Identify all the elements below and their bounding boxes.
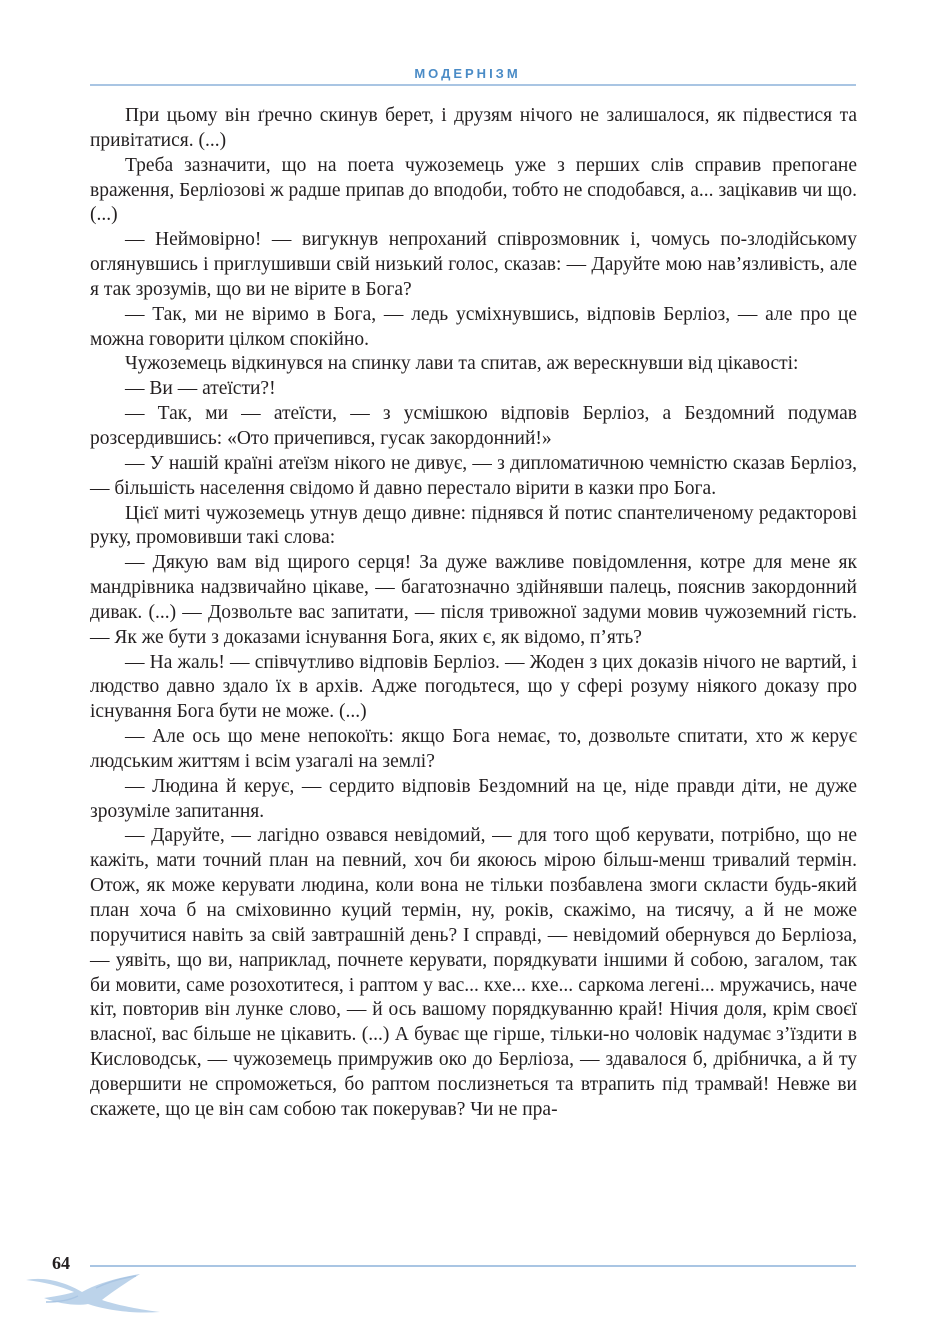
page-number: 64 [52, 1253, 70, 1273]
paragraph: — Так, ми не віримо в Бога, — ледь усміхнувшись, відповів Берліоз, — але про це можна говорити цілком спокійно. [90, 303, 857, 350]
paragraph: — Але ось що мене непокоїть: якщо Бога немає, то, дозвольте спитати, хто ж керує людським життям і всім узагалі на землі? [90, 726, 857, 772]
section-title: МОДЕРНІЗМ [414, 66, 521, 81]
paragraph: — У нашій країні атеїзм нікого не дивує, — з дипломатичною чемністю сказав Берліоз, — більшість населення свідомо й давно перестало вірити в казки про Бога. [90, 452, 857, 499]
footer-divider [90, 1265, 856, 1267]
paragraph: Чужоземець відкинувся на спинку лави та спитав, аж верескнувши від цікавості: [125, 353, 799, 375]
paragraph: Треба зазначити, що на поета чужоземець уже з перших слів справив препогане враження, Берліозові ж радше припав до вподоби, тобто не сподобався, а... зацікавив чи що. (...) [90, 154, 857, 226]
body-text [90, 104, 857, 1123]
paragraph: — Ви — атеїсти?! [125, 378, 276, 400]
paragraph: При цьому він ґречно скинув берет, і друзям нічого не залишалося, як підвестися та привітатися. (...) [90, 105, 857, 151]
paragraph: — Дякую вам від щирого серця! За дуже важливе повідомлення, котре для мене як мандрівника надзвичайно цікаве, — багатозначно здійнявши палець, пояснив закордонний дивак. (...) — Дозвольте вас запитати, — після тривожної задуми мовив чужоземний гість. — Як же бути з доказами існування Бога, яких є, як відомо, п’ять? [90, 552, 857, 648]
paragraph: — Людина й керує, — сердито відповів Бездомний на це, ніде правди діти, не дуже зрозуміле запитання. [90, 775, 857, 822]
paragraph: — Неймовірно! — вигукнув непроханий співрозмовник і, чомусь по-злодійському оглянувшись і приглушивши свій низький голос, сказав: — Даруйте мою нав’язливість, але я так зрозумів, що ви не вірите в Бога? [90, 229, 857, 300]
crane-bird-icon [18, 1258, 168, 1316]
paragraph: Цієї миті чужоземець утнув дещо дивне: піднявся й потис спантеличеному редакторові руку, промовивши такі слова: [90, 502, 857, 549]
paragraph: — Даруйте, — лагідно озвався невідомий, — для того щоб керувати, потрібно, що не кажіть, мати точний план на певний, хоч би якоюсь мірою більш-менш тривалий термін. Отож, як може керувати людина, коли вона не тільки позбавлена змоги скласти будь-який план хоча б на сміховинно куций термін, ну, років, скажімо, на тисячу, а й не може поручитися навіть за свій завтрашній день? І справді, — невідомий обернувся до Берліоза, — уявіть, що ви, наприклад, почнете керувати, порядкувати іншими й собою, загалом, так би мовити, саме розохотитеся, і раптом у вас... кхе... кхе... саркома легені... мружачись, наче кіт, повторив він лунке слово, — й ось вашому порядкуванню край! Нічия доля, крім своєї власної, вас більше не цікавить. (...) А буває ще гірше, тільки-но чоловік надумає з’їздити в Кисловодськ, — чужоземець примружив око до Берліоза, — здавалося б, дрібничка, а й ту довершити не спроможеться, бо раптом послизнеться та втрапить під трамвай! Невже ви скажете, що це він сам собою так покерував? Чи не пра- [90, 825, 857, 1120]
header-divider [90, 84, 856, 86]
paragraph: — Так, ми — атеїсти, — з усмішкою відповів Берліоз, а Бездомний подумав розсердившись: «Ото причепився, гусак закордонний!» [90, 403, 857, 449]
paragraph: — На жаль! — співчутливо відповів Берліоз. — Жоден з цих доказів нічого не вартий, і людство давно здало їх в архів. Адже погодьтеся, що у сфері розуму ніякого доказу про існування Бога бути не може. (...) [90, 651, 857, 723]
